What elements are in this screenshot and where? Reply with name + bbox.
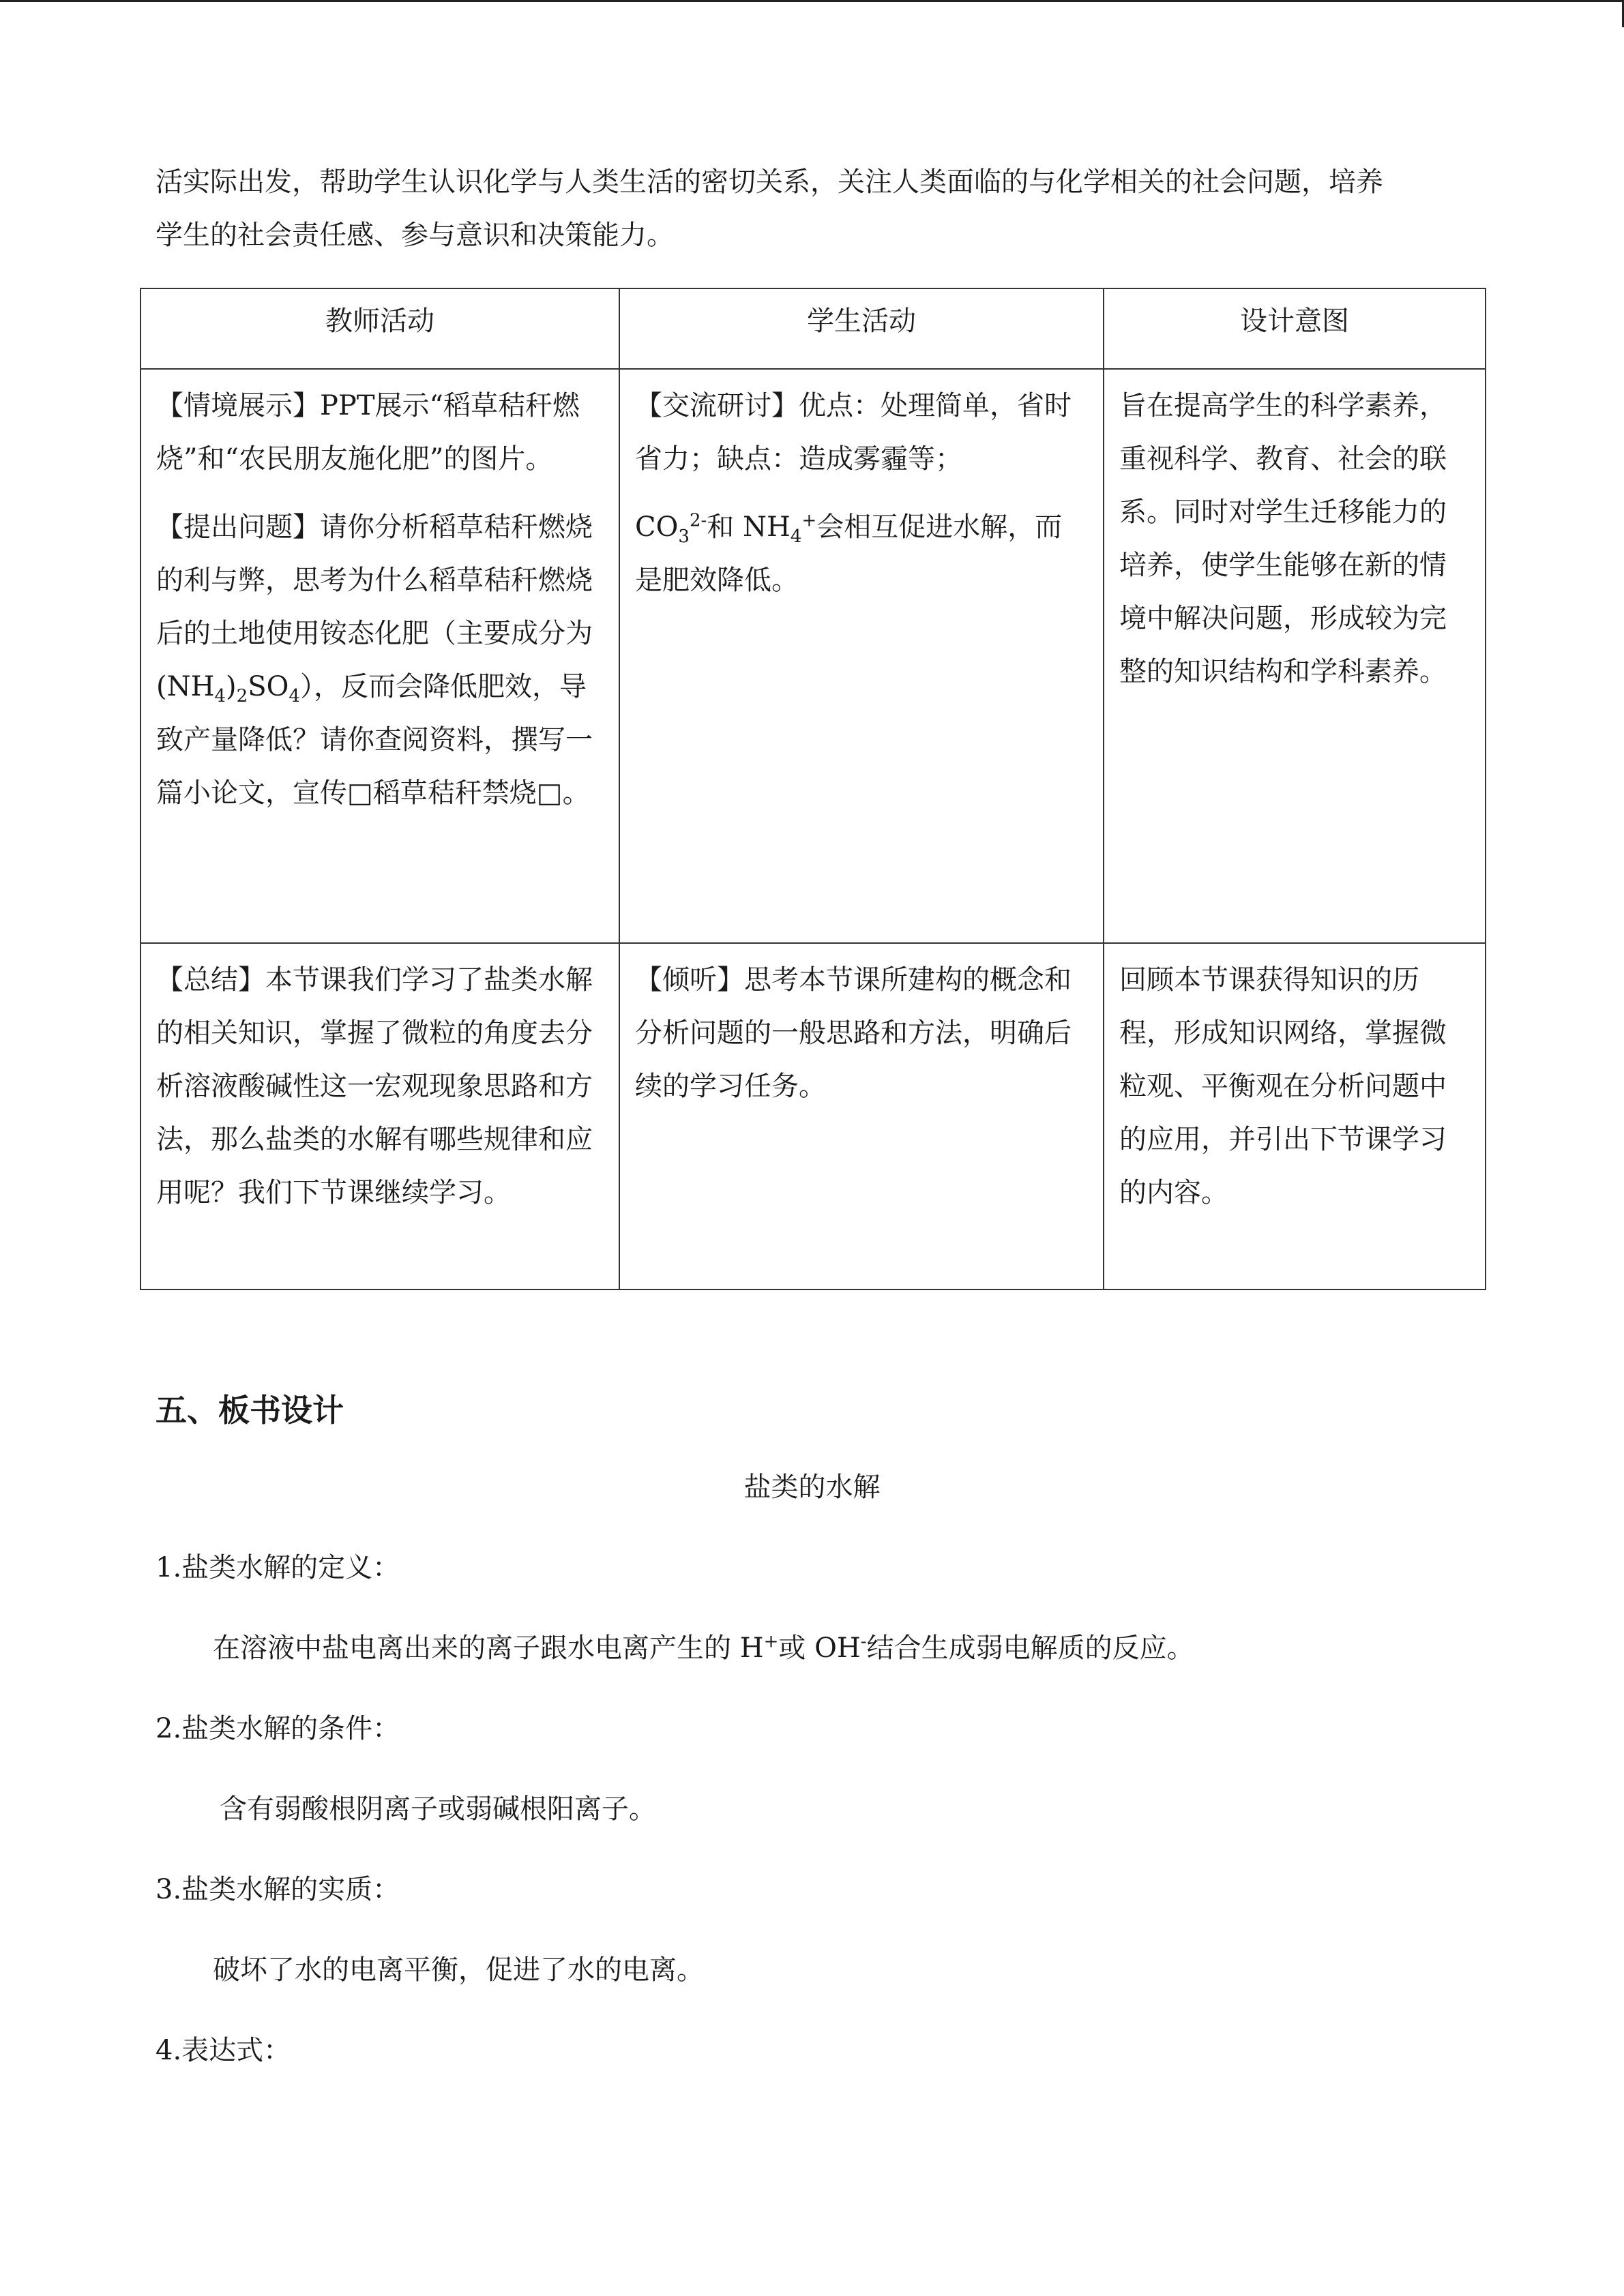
cell-teacher-activity-2 [141,943,619,1289]
section-heading: 五、板书设计 [156,1392,344,1429]
cell-design-intent-1 [1104,369,1486,943]
teacher-summary-text: 【总结】本节课我们学习了盐类水解的相关知识，掌握了微粒的角度去分析溶液酸碱性这一宏观现象思路和方法，那么盐类的水解有哪些规律和应用呢？我们下节课继续学习。 [156,964,593,1208]
item-definition-body: 在溶液中盐电离出来的离子跟水电离产生的 H+或 OH-结合生成弱电解质的反应。 [213,1631,1194,1664]
table-row [141,369,1486,943]
table-row [141,943,1486,1289]
intent-text-1: 旨在提高学生的科学素养，重视科学、教育、社会的联系。同时对学生迁移能力的培养，使学生能够在新的情境中解决问题，形成较为完整的知识结构和学科素养。 [1119,390,1447,687]
top-border-line [0,0,1624,2]
student-discussion-text: 【交流研讨】优点：处理简单，省时省力；缺点：造成雾霾等； [635,390,1072,475]
cell-design-intent-2 [1104,943,1486,1289]
student-listen-text: 【倾听】思考本节课所建构的概念和分析问题的一般思路和方法，明确后续的学习任务。 [635,964,1072,1102]
item-essence-body: 破坏了水的电离平衡，促进了水的电离。 [213,1954,704,1986]
board-title: 盐类的水解 [743,1472,881,1503]
item-condition-body: 含有弱酸根阴离子或弱碱根阳离子。 [220,1793,656,1825]
header-student-activity: 学生活动 [619,288,1104,369]
cell-student-activity-2 [619,943,1104,1289]
cell-teacher-activity-1 [141,369,619,943]
cell-student-activity-1 [619,369,1104,943]
student-hydrolysis-text: $CO_3^{2-}$和 $NH_4^+$会相互促进水解，而是肥效降低。 [635,510,1063,596]
item-definition-label: 1.盐类水解的定义： [156,1552,400,1583]
teacher-question-text: 【提出问题】请你分析稻草秸秆燃烧的利与弊，思考为什么稻草秸秆燃烧后的土地使用铵态化肥（主要成分为$(NH_4)_2SO_4$），反而会降低肥效，导致产量降低？请你查阅资料，撰写一篇小论文，宣传□稻草秸秆禁烧□。 [156,511,593,809]
table-header-row [141,288,1486,369]
teacher-scenario-text: 【情境展示】PPT展示“稻草秸秆燃烧”和“农民朋友施化肥”的图片。 [156,390,580,475]
intro-line-2: 学生的社会责任感、参与意识和决策能力。 [156,220,674,251]
item-expression-label: 4.表达式： [156,2035,291,2066]
lesson-activity-table [140,288,1486,1290]
item-condition-label: 2.盐类水解的条件： [156,1713,400,1744]
item-essence-label: 3.盐类水解的实质： [156,1874,400,1905]
intro-line-1: 活实际出发，帮助学生认识化学与人类生活的密切关系，关注人类面临的与化学相关的社会问题，培养 [156,166,1383,198]
header-design-intent: 设计意图 [1104,288,1486,369]
header-teacher-activity: 教师活动 [141,288,619,369]
intent-text-2: 回顾本节课获得知识的历程，形成知识网络，掌握微粒观、平衡观在分析问题中的应用，并引出下节课学习的内容。 [1119,964,1447,1208]
